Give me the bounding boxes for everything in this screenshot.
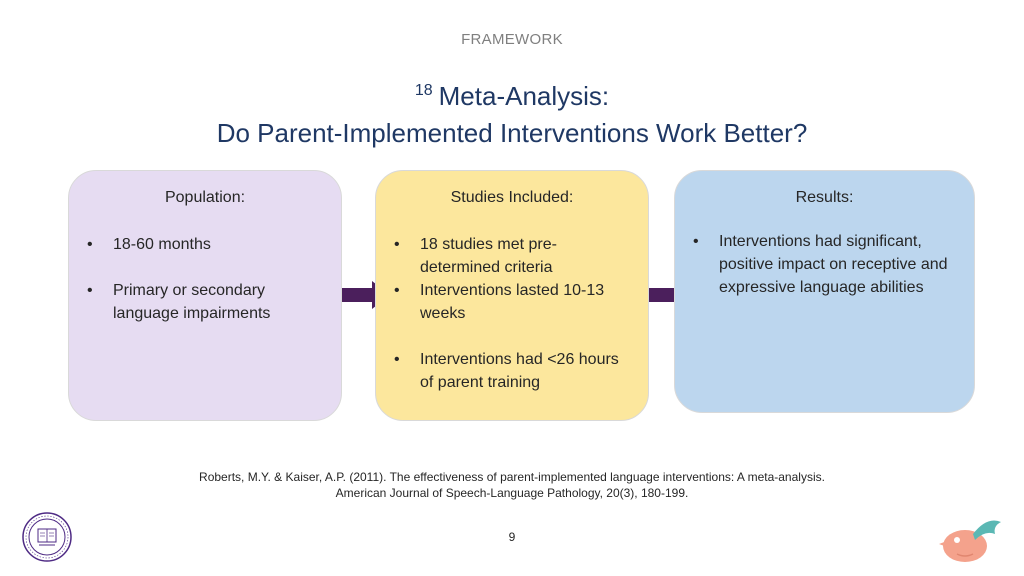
bullet-icon: • [693,233,699,250]
bullet-text: 18-60 months [113,236,211,253]
population-box [68,170,342,421]
results-box [674,170,975,413]
results-heading: Results: [795,189,854,206]
bullet-text: Primary or secondary language impairments [113,282,271,322]
slide-title [0,72,1024,152]
population-heading: Population: [164,189,246,206]
citation-line-2: American Journal of Speech-Language Pathology, 20(3), 180-199. [335,486,689,500]
bird-logo [935,514,1007,564]
title-citation-superscript: 18 [414,82,433,99]
list-item [394,233,634,279]
list-item [87,279,327,325]
list-item [693,230,963,299]
bullet-icon: • [394,351,400,368]
bullet-text: Interventions lasted 10-13 weeks [420,282,605,322]
title-line-2: Do Parent-Implemented Interventions Work Better? [216,118,808,148]
studies-heading: Studies Included: [450,189,574,206]
studies-box [375,170,649,421]
bullet-text: Interventions had <26 hours of parent training [420,351,619,391]
studies-bullet-list [394,233,634,394]
university-seal-logo [22,512,72,562]
list-item [394,279,634,325]
bullet-text: 18 studies met pre-determined criteria [420,236,557,276]
bullet-text: Interventions had significant, positive impact on receptive and expressive language abilities [719,233,948,296]
citation-line-1: Roberts, M.Y. & Kaiser, A.P. (2011). The effectiveness of parent-implemented language interventions: A meta-analysis. [199,470,825,484]
section-label: FRAMEWORK [461,31,563,48]
bullet-icon: • [87,282,93,299]
bullet-icon: • [87,236,93,253]
results-bullet-list [693,230,963,299]
citation [0,469,1024,501]
bullet-icon: • [394,282,400,299]
title-line-1: Meta-Analysis: [438,81,610,111]
list-item [87,233,327,256]
page-number: 9 [508,530,516,544]
list-item [394,348,634,394]
population-bullet-list [87,233,327,325]
bullet-icon: • [394,236,400,253]
